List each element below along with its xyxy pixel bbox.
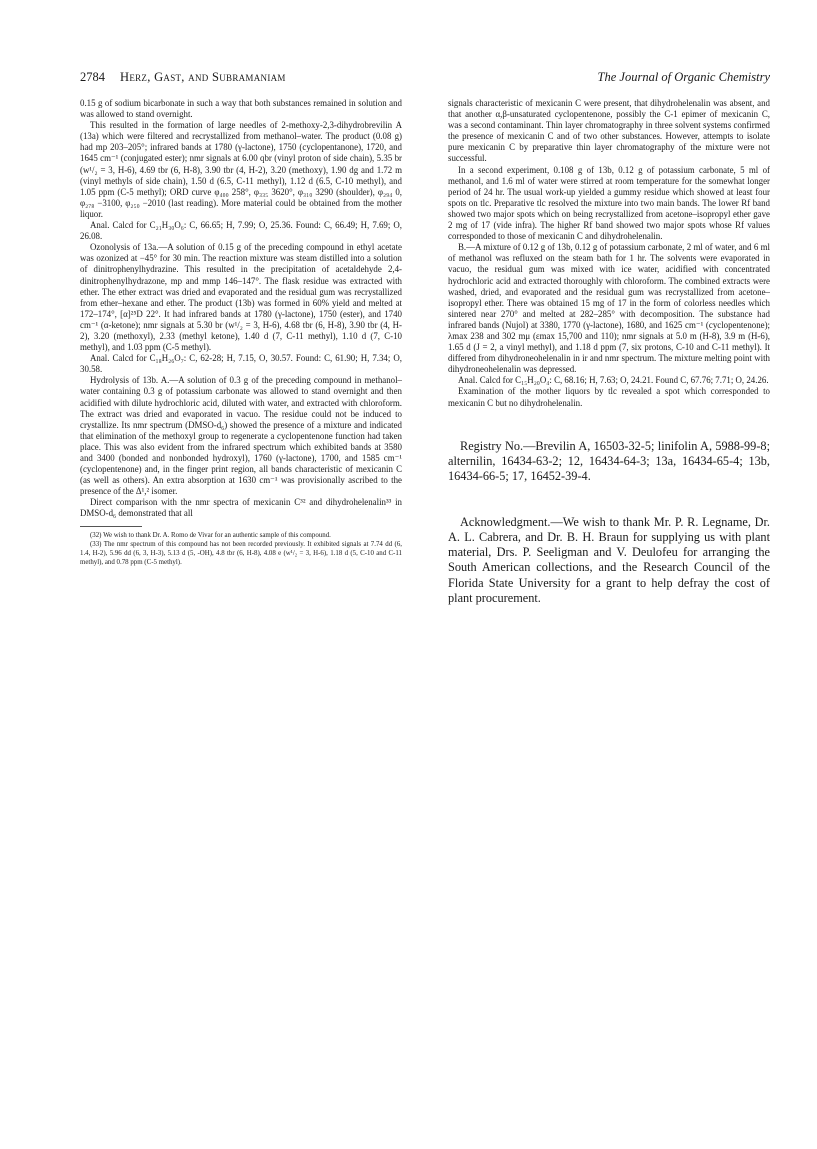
left-column [80, 98, 402, 567]
running-authors: Herz, Gast, and Subramaniam [120, 70, 286, 84]
paragraph: This resulted in the formation of large needles of 2-methoxy-2,3-dihydrobrevilin A (13a) which were filtered and recrystallized from methanol–water. The product (0.08 g) had mp 203–205°; infrared bands at 1780 (γ-lactone), 1750 (cyclopentanone), 1720, and 1645 cm⁻¹ (conjugated ester); nmr signals at 6.00 qbr (vinyl proton of side chain), 5.35 br (w¹/₂ = 3, H-6), 4.69 tbr (6, H-8), 3.90 tbr (4, H-2), 3.20 (methoxy), 1.90 dg and 1.72 m (vinyl methyls of side chain), 1.50 d (6.5, C-11 methyl), 1.12 d (6.5, C-10 methyl), and 1.05 ppm (C-5 methyl); ORD curve φ₄₀₀ 258°, φ₃₃₅ 3620°, φ₃₁₀ 3290 (shoulder), φ₂₉₄ 0, φ₂₇₈ −3100, φ₂₅₀ −2010 (last reading). More material could be obtained from the mother liquor. [80, 120, 402, 219]
journal-title: The Journal of Organic Chemistry [597, 70, 770, 84]
analysis-paragraph: Anal. Calcd for C₁₈H₂₆O₇: C, 62-28; H, 7.15, O, 30.57. Found: C, 61.90; H, 7.34; O, 30.58. [80, 353, 402, 375]
footnotes [80, 531, 402, 567]
paragraph: signals characteristic of mexicanin C were present, that dihydrohelenalin was absent, and that another α,β-unsaturated cyclopentenone, possibly the C-1 epimer of mexicanin C, was a second contaminant. Thin layer chromatography in three solvent systems confirmed the presence of mexicanin C and of two other substances. However, attempts to isolate pure mexicanin C by preparative thin layer chromatography of the mixture were not successful. [448, 98, 770, 164]
hydrolysis-paragraph: Hydrolysis of 13b. A.—A solution of 0.3 g of the preceding compound in methanol–water containing 0.3 g of potassium carbonate was allowed to stand overnight and then acidified with dilute hydrochloric acid, diluted with water, and extracted with chloroform. The extract was dried and evaporated in vacuo. The residue could not be induced to crystallize. Its nmr spectrum (DMSO-d₆) showed the presence of a mixture and indicated that elimination of the methoxyl group to regenerate a cyclopentenone function had taken place. This was also evident from the infrared spectrum which exhibited bands at 3580 and 3400 (bonded and nonbonded hydroxyl), 1760 (γ-lactone), 1700, and 1585 cm⁻¹ (cyclopentenone) and, in the finger print region, all bands characteristic of mexicanin C (as well as others). An extra absorption at 1630 cm⁻¹ was provisionally ascribed to the presence of the Δ¹,² isomer. [80, 375, 402, 497]
page-header [80, 68, 770, 86]
acknowledgment-section [448, 515, 770, 607]
ozonolysis-paragraph: Ozonolysis of 13a.—A solution of 0.15 g of the preceding compound in ethyl acetate was ozonized at −45° for 30 min. The reaction mixture was steam distilled into a solution of dinitrophenylhydrazine. This resulted in the precipitation of acetaldehyde 2,4-dinitrophenylhydrazone, mp and mmp 146–147°. The flask residue was extracted with ether. The ether extract was dried and evaporated and the residual gum was recrystallized from ether–hexane and ether. The product (13b) was formed in 60% yield and melted at 172–174°, [α]²⁵D 22°. It had infrared bands at 1780 (γ-lactone), 1750 (ester), and 1740 cm⁻¹ (α-ketone); nmr signals at 5.30 br (w¹/₂ = 3, H-6), 4.68 tbr (6, H-8), 3.90 tbr (4, H-2), 3.20 (methoxyl), 2.33 (methyl ketone), 1.40 d (7, C-11 methyl), 1.10 d (7, C-10 methyl), and 1.03 ppm (C-5 methyl). [80, 242, 402, 353]
registry-section [448, 439, 770, 485]
analysis-paragraph: Anal. Calcd for C₂₁H₃₀O₆: C, 66.65; H, 7.99; O, 25.36. Found: C, 66.49; H, 7.69; O, 26.08. [80, 220, 402, 242]
footnote-rule [80, 526, 142, 527]
registry-numbers: Registry No.—Brevilin A, 16503-32-5; linifolin A, 5988-99-8; alternilin, 16434-63-2; 12, 16434-64-3; 13a, 16434-65-4; 13b, 16434-66-5; 17, 16452-39-4. [448, 438, 770, 484]
acknowledgment: Acknowledgment.—We wish to thank Mr. P. R. Legname, Dr. A. L. Cabrera, and Dr. B. H. Braun for supplying us with plant material, Drs. P. Seeligman and V. Deulofeu for arranging the South American collections, and the Research Council of the Florida State University for a grant to help defray the cost of plant procurement. [448, 514, 770, 605]
footnote-33: (33) The nmr spectrum of this compound has not been recorded previously. It exhibited signals at 7.74 dd (6, 1.4, H-2), 5.96 dd (6, 3, H-3), 5.13 d (5, -OH), 4.8 tbr (6, H-8), 4.08 e (w¹/₂ = 3, H-6), 1.18 d (5, C-10 and C-11 methyl), and 0.78 ppm (C-5 methyl). [80, 540, 402, 566]
paragraph: In a second experiment, 0.108 g of 13b, 0.12 g of potassium carbonate, 5 ml of methanol, and 1.6 ml of water were stirred at room temperature for the somewhat longer period of 24 hr. The usual work-up yielded a gummy residue which showed at least four spots on tlc. Preparative tlc resolved the mixture into two main bands. The lower Rf band showed two major spots which on being recrystallized from acetone–isopropyl ether gave 2 mg of 17 (vide infra). The higher Rf band showed two major spots whose Rf values corresponded to those of mexicanin C and dihydrohelenalin. [448, 164, 770, 242]
analysis-paragraph: Anal. Calcd for C₁₅H₂₀O₄: C, 68.16; H, 7.63; O, 24.21. Found C, 67.76; 7.71; O, 24.26. [458, 375, 769, 386]
page-number: 2784 [80, 70, 105, 84]
paragraph: B.—A mixture of 0.12 g of 13b, 0.12 g of potassium carbonate, 2 ml of water, and 6 ml of methanol was refluxed on the steam bath for 1 hr. The solvents were evaporated in vacuo, the residual gum was mixed with ice water, acidified with concentrated hydrochloric acid and extracted thoroughly with chloroform. The combined extracts were washed, dried, and evaporated and the residual gum was recrystallized from acetone–isopropyl ether. There was obtained 15 mg of 17 in the form of colorless needles which sintered near 270° and melted at 282–285° with decomposition. The substance had infrared bands (Nujol) at 3380, 1770 (γ-lactone), 1680, and 1625 cm⁻¹ (cyclopentenone); λmax 238 and 302 mμ (εmax 15,700 and 110); nmr signals at 5.0 m (H-8), 3.9 m (H-6), 1.65 d (J = 2, a vinyl methyl), and 1.18 d ppm (7, six protons, C-10 and C-11 methyl). It differed from dihydroneohelenalin in ir and nmr spectrum. The mixture melting point with dihydroneohelenalin was depressed. [448, 242, 770, 375]
paragraph: Examination of the mother liquors by tlc revealed a spot which corresponded to mexicanin C but no dihydrohelenalin. [448, 386, 770, 408]
footnote-32: (32) We wish to thank Dr. A. Romo de Vivar for an authentic sample of this compound. [90, 531, 331, 539]
paragraph: 0.15 g of sodium bicarbonate in such a way that both substances remained in solution and was allowed to stand overnight. [80, 98, 402, 120]
paragraph: Direct comparison with the nmr spectra of mexicanin C³² and dihydrohelenalin³³ in DMSO-d₆ demonstrated that all [80, 497, 402, 519]
right-column [448, 98, 770, 606]
